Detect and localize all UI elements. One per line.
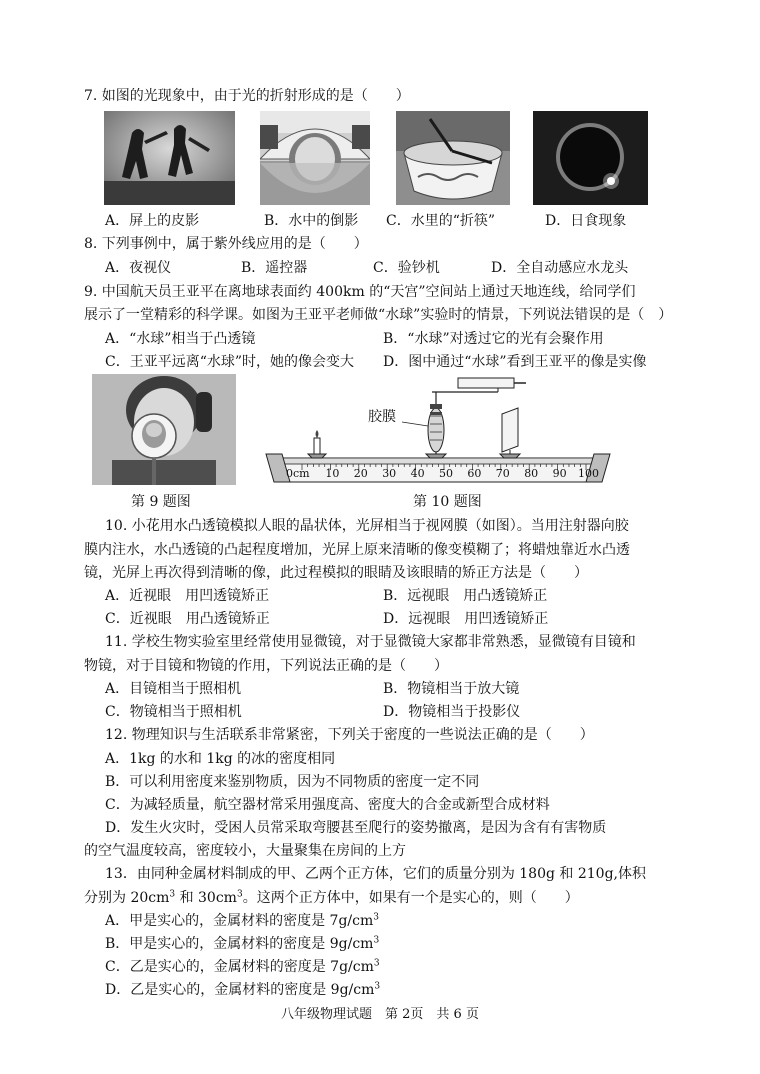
q9-stem-line1: 9. 中国航天员王亚平在离地球表面约 400km 的“天宫”空间站上通过天地连线，给同学们: [84, 284, 636, 300]
bridge-reflection-image: [260, 111, 370, 205]
ruler-label: 100: [578, 467, 599, 480]
q13-option-b: B．甲是实心的，金属材料的密度是 $9g/cm^3$: [105, 935, 380, 952]
ruler-zero-label: 0cm: [286, 467, 310, 480]
q11-stem-line1: 11. 学校生物实验室里经常使用显微镜，对于显微镜大家都非常熟悉，显微镜有目镜和: [105, 634, 636, 650]
q12-stem: 12. 物理知识与生活联系非常紧密，下列关于密度的一些说法正确的是（ ）: [105, 727, 594, 743]
optical-bench-diagram: [262, 374, 614, 490]
ruler-label: 90: [552, 467, 567, 480]
q8-option-d: D．全自动感应水龙头: [491, 260, 629, 276]
q10-stem-line3: 镜，光屏上再次得到清晰的像，此过程模拟的眼睛及该眼睛的矫正方法是（ ）: [84, 565, 588, 581]
q9-option-d: D．图中通过“水球”看到王亚平的像是实像: [383, 354, 647, 370]
q13-option-d: D．乙是实心的，金属材料的密度是 $9g/cm^3$: [105, 981, 381, 998]
q12-option-b: B．可以利用密度来鉴别物质，因为不同物质的密度一定不同: [105, 774, 480, 790]
q7-option-c: C．水里的“折筷”: [386, 213, 496, 229]
fig9-caption: 第 9 题图: [131, 494, 191, 510]
membrane-label: 胶膜: [368, 409, 396, 425]
q8-option-c: C．验钞机: [373, 260, 440, 276]
ruler-label: 60: [467, 467, 482, 480]
q7-stem: 7. 如图的光现象中，由于光的折射形成的是（ ）: [84, 88, 410, 104]
q13-option-a: A．甲是实心的，金属材料的密度是 $7g/cm^3$: [105, 912, 379, 929]
q8-option-a: A．夜视仪: [105, 260, 172, 276]
q9-stem-line2: 展示了一堂精彩的科学课。如图为王亚平老师做“水球”实验时的情景，下列说法错误的是（ ）: [84, 307, 673, 323]
ruler-label: 10: [325, 467, 340, 480]
q11-option-a: A．目镜相当于照相机: [105, 681, 242, 697]
shadow-puppet-image: [104, 111, 235, 205]
q8-stem: 8. 下列事例中，属于紫外线应用的是（ ）: [84, 236, 368, 252]
q9-option-a: A．“水球”相当于凸透镜: [105, 331, 256, 347]
q13-volume-1-exponent: 3: [169, 889, 176, 900]
q13-stem-tail: 。这两个正方体中，如果有一个是实心的，则（ ）: [242, 890, 579, 906]
solar-eclipse-image: [533, 111, 648, 205]
q13-option-c: C．乙是实心的，金属材料的密度是 $7g/cm^3$: [105, 958, 380, 975]
water-ball-astronaut-image: [92, 374, 236, 485]
q10-stem-line1: 10. 小花用水凸透镜模拟人眼的晶状体，光屏相当于视网膜（如图）。当用注射器向胶: [105, 518, 629, 534]
q11-option-c: C．物镜相当于照相机: [105, 704, 242, 720]
ruler-label: 40: [410, 467, 425, 480]
fig10-caption: 第 10 题图: [413, 494, 482, 510]
q10-option-b: B．远视眼 用凸透镜矫正: [383, 588, 548, 604]
q11-option-d: D．物镜相当于投影仪: [383, 704, 521, 720]
q9-option-c: C．王亚平远离“水球”时，她的像会变大: [105, 354, 355, 370]
q10-stem-line2: 膜内注水，水凸透镜的凸起程度增加，光屏上原来清晰的像变模糊了；将蜡烛靠近水凸透: [84, 542, 630, 558]
q13-stem-line1: 13．由同种金属材料制成的甲、乙两个正方体，它们的质量分别为 180g 和 210g,体积: [105, 866, 646, 882]
page-footer: 八年级物理试题 第 2页 共 6 页: [281, 1007, 479, 1022]
q13-volume-2-exponent: 3: [236, 889, 243, 900]
q13-volume-2: 和 30cm: [175, 890, 237, 906]
q13-stem-line2: [84, 888, 579, 908]
q7-option-a: A．屏上的皮影: [105, 213, 200, 229]
bent-chopstick-image: [396, 111, 510, 205]
ruler-label: 50: [439, 467, 453, 480]
ruler-label: 70: [495, 467, 510, 480]
q7-option-d: D．日食现象: [545, 213, 627, 229]
q13-volume-1: 分别为 20cm: [84, 890, 170, 906]
q8-option-b: B．遥控器: [241, 260, 308, 276]
q10-option-d: D．远视眼 用凹透镜矫正: [383, 611, 549, 627]
q12-option-c: C．为减轻质量，航空器材常采用强度高、密度大的合金或新型合成材料: [105, 797, 550, 813]
ruler-label: 80: [524, 467, 539, 480]
q11-stem-line2: 物镜，对于目镜和物镜的作用，下列说法正确的是（ ）: [84, 658, 448, 674]
q12-option-d-line2: 的空气温度较高，密度较小，大量聚集在房间的上方: [84, 843, 406, 859]
ruler-label: 30: [382, 467, 397, 480]
q12-option-a: A．1kg 的水和 1kg 的冰的密度相同: [105, 751, 336, 767]
q12-option-d-line1: D．发生火灾时，受困人员常采取弯腰甚至爬行的姿势撤离，是因为含有有害物质: [105, 820, 607, 836]
q10-option-a: A．近视眼 用凹透镜矫正: [105, 588, 270, 604]
q11-option-b: B．物镜相当于放大镜: [383, 681, 520, 697]
q10-option-c: C．近视眼 用凸透镜矫正: [105, 611, 270, 627]
q9-option-b: B．“水球”对透过它的光有会聚作用: [383, 331, 604, 347]
ruler-label: 20: [353, 467, 368, 480]
q7-option-b: B．水中的倒影: [264, 213, 359, 229]
